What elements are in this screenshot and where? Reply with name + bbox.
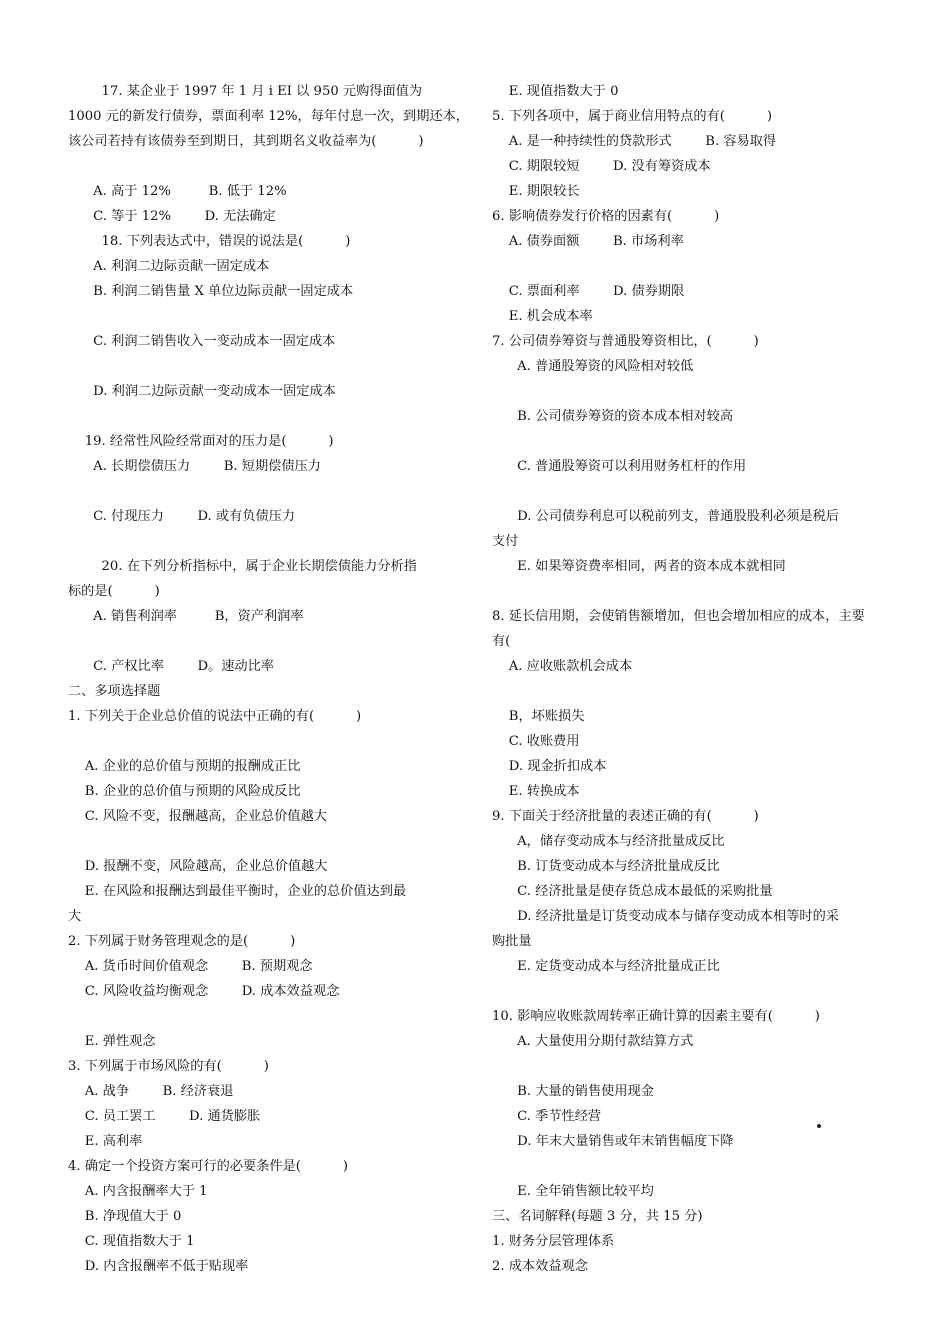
text-line: 8. 延长信用期，会使销售额增加，但也会增加相应的成本，主要 — [492, 609, 865, 624]
text-line: 3. 下列属于市场风险的有( ) — [68, 1059, 269, 1074]
text-line: A. 内含报酬率大于 1 — [68, 1184, 208, 1199]
text-line: E. 弹性观念 — [68, 1034, 156, 1049]
text-line: A. 货币时间价值观念 B. 预期观念 — [68, 959, 313, 974]
text-line: 三、名词解释(每题 3 分，共 15 分) — [492, 1209, 703, 1224]
text-line: A. 债券面额 B. 市场利率 — [492, 234, 684, 249]
text-line: C. 等于 12% D. 无法确定 — [68, 209, 276, 224]
text-line: 1. 下列关于企业总价值的说法中正确的有( ) — [68, 709, 362, 724]
blank-line — [68, 829, 488, 854]
text-line: A. 长期偿债压力 B. 短期偿债压力 — [68, 459, 321, 474]
text-line: 9. 下面关于经济批量的表述正确的有( ) — [492, 809, 759, 824]
text-line: 该公司若持有该债券至到期日，其到期名义收益率为( ) — [68, 134, 424, 149]
text-line: C. 经济批量是使存货总成本最低的采购批量 — [492, 884, 773, 899]
blank-line — [68, 354, 488, 379]
text-line: B，坏账损失 — [492, 709, 585, 724]
text-line: C. 付现压力 D. 或有负债压力 — [68, 509, 296, 524]
text-line: B. 大量的销售使用现金 — [492, 1084, 654, 1099]
text-line: C. 产权比率 D。速动比率 — [68, 659, 274, 674]
text-line: A. 普通股筹资的风险相对较低 — [492, 359, 694, 374]
blank-line — [68, 529, 488, 554]
text-line: E. 转换成本 — [492, 784, 580, 799]
blank-line — [68, 729, 488, 754]
text-line: 2. 下列属于财务管理观念的是( ) — [68, 934, 296, 949]
text-line: A. 企业的总价值与预期的报酬成正比 — [68, 759, 301, 774]
blank-line — [68, 304, 488, 329]
text-line: C. 风险收益均衡观念 D. 成本效益观念 — [68, 984, 340, 999]
blank-line — [68, 404, 488, 429]
text-line: D. 现金折扣成本 — [492, 759, 607, 774]
text-line: C. 现值指数大于 1 — [68, 1234, 195, 1249]
text-line: E. 全年销售额比较平均 — [492, 1184, 654, 1199]
text-line: C. 票面利率 D. 债券期限 — [492, 284, 685, 299]
text-line: A. 高于 12% B. 低于 12% — [68, 184, 287, 199]
text-line: E. 现值指数大于 0 — [492, 84, 619, 99]
blank-line — [492, 579, 887, 604]
blank-line — [492, 979, 887, 1004]
text-line: B. 订货变动成本与经济批量成反比 — [492, 859, 720, 874]
text-line: E. 机会成本率 — [492, 309, 593, 324]
text-line: 20. 在下列分析指标中，属于企业长期偿债能力分析指 — [68, 559, 417, 574]
blank-line — [68, 629, 488, 654]
text-line: A. 战争 B. 经济衰退 — [68, 1084, 234, 1099]
text-line: D. 公司债券利息可以税前列支，普通股股利必须是税后 — [492, 509, 839, 524]
text-line: 支付 — [492, 534, 519, 549]
text-line: C. 员工罢工 D. 通货膨胀 — [68, 1109, 261, 1124]
text-line: 17. 某企业于 1997 年 1 月 i EI 以 950 元购得面值为 — [68, 84, 423, 99]
blank-line — [492, 429, 887, 454]
blank-line — [492, 679, 887, 704]
text-line: 2. 成本效益观念 — [492, 1259, 588, 1274]
text-line: E. 在风险和报酬达到最佳平衡时，企业的总价值达到最 — [68, 884, 407, 899]
text-line: D. 经济批量是订货变动成本与储存变动成本相等时的采 — [492, 909, 839, 924]
blank-line — [492, 379, 887, 404]
text-line: 标的是( ) — [68, 584, 160, 599]
blank-line — [68, 154, 488, 179]
text-line: A. 销售利润率 B，资产利润率 — [68, 609, 304, 624]
text-line: 6. 影响债券发行价格的因素有( ) — [492, 209, 720, 224]
text-line: 10. 影响应收账款周转率正确计算的因素主要有( ) — [492, 1009, 820, 1024]
text-line: A. 大量使用分期付款结算方式 — [492, 1034, 694, 1049]
text-line: 1. 财务分层管理体系 — [492, 1234, 615, 1249]
text-line: 1000 元的新发行债券，票面利率 12%，每年付息一次，到期还本， — [68, 109, 469, 124]
text-line: D. 年末大量销售或年末销售幅度下降 — [492, 1134, 734, 1149]
text-line: D. 报酬不变，风险越高，企业总价值越大 — [68, 859, 328, 874]
text-line: C. 期限较短 D. 没有筹资成本 — [492, 159, 711, 174]
text-line: 5. 下列各项中，属于商业信用特点的有( ) — [492, 109, 772, 124]
stray-dot-mark — [817, 1124, 821, 1128]
text-line: D. 利润二边际贡献一变动成本一固定成本 — [68, 384, 336, 399]
right-column — [492, 79, 887, 1279]
text-line: 大 — [68, 909, 82, 924]
blank-line — [492, 1054, 887, 1079]
text-line: C. 收账费用 — [492, 734, 580, 749]
blank-line — [68, 479, 488, 504]
text-line: C. 利润二销售收入一变动成本一固定成本 — [68, 334, 336, 349]
blank-line — [492, 1154, 887, 1179]
left-column — [68, 79, 488, 1279]
text-line: A. 利润二边际贡献一固定成本 — [68, 259, 270, 274]
text-line: D. 内含报酬率不低于贴现率 — [68, 1259, 249, 1274]
blank-line — [492, 479, 887, 504]
text-line: E. 期限较长 — [492, 184, 580, 199]
text-line: A，储存变动成本与经济批量成反比 — [492, 834, 725, 849]
text-line: 4. 确定一个投资方案可行的必要条件是( ) — [68, 1159, 348, 1174]
text-line: 7. 公司债券筹资与普通股筹资相比，( ) — [492, 334, 759, 349]
text-line: B. 净现值大于 0 — [68, 1209, 182, 1224]
text-line: B. 企业的总价值与预期的风险成反比 — [68, 784, 301, 799]
text-line: 18. 下列表达式中，错误的说法是( ) — [68, 234, 351, 249]
text-line: 有( — [492, 634, 511, 649]
text-line: E. 高利率 — [68, 1134, 143, 1149]
text-line: C. 风险不变，报酬越高，企业总价值越大 — [68, 809, 327, 824]
text-line: E. 定货变动成本与经济批量成正比 — [492, 959, 720, 974]
text-line: 二、多项选择题 — [68, 684, 161, 699]
text-line: A. 是一种持续性的贷款形式 B. 容易取得 — [492, 134, 777, 149]
text-line: B. 公司债券筹资的资本成本相对较高 — [492, 409, 734, 424]
blank-line — [68, 1004, 488, 1029]
blank-line — [492, 254, 887, 279]
text-line: B. 利润二销售量 X 单位边际贡献一固定成本 — [68, 284, 354, 299]
text-line: E. 如果筹资费率相同，两者的资本成本就相同 — [492, 559, 786, 574]
text-line: 19. 经常性风险经常面对的压力是( ) — [68, 434, 334, 449]
text-line: 购批量 — [492, 934, 532, 949]
text-line: C. 季节性经营 — [492, 1109, 602, 1124]
text-line: A. 应收账款机会成本 — [492, 659, 633, 674]
text-line: C. 普通股筹资可以利用财务杠杆的作用 — [492, 459, 747, 474]
